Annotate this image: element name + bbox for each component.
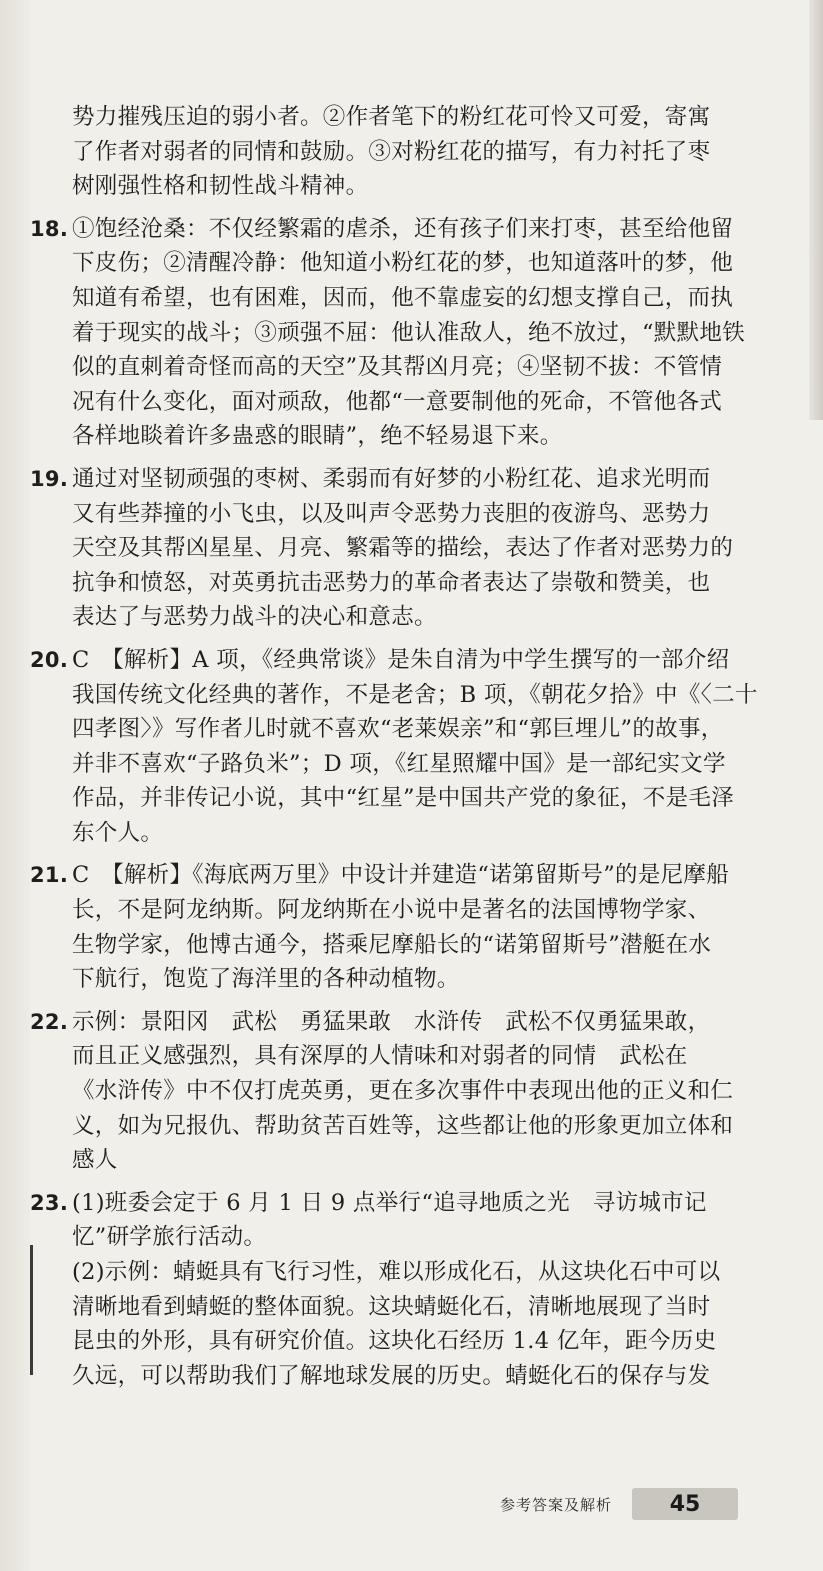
text-line	[30, 1074, 790, 1109]
answer-text: 感人	[72, 1147, 118, 1174]
answer-text: 势力摧残压迫的弱小者。②作者笔下的粉红花可怜又可爱，寄寓	[72, 104, 711, 130]
answer-text: 而且正义感强烈，具有深厚的人情味和对弱者的同情 武松在	[72, 1043, 688, 1070]
text-line	[30, 566, 790, 601]
text-line	[30, 893, 790, 928]
answer-item	[30, 212, 790, 454]
text-line	[30, 212, 790, 247]
text-line	[30, 1324, 790, 1359]
item-gap	[30, 635, 790, 643]
answer-text: 了作者对弱者的同情和鼓励。③对粉红花的描写，有力衬托了枣	[72, 138, 711, 165]
question-number: 21.	[30, 863, 69, 888]
answer-text: 树刚强性格和韧性战斗精神。	[72, 173, 369, 200]
answer-item	[30, 858, 790, 996]
answer-text: 长，不是阿龙纳斯。阿龙纳斯在小说中是著名的法国博物学家、	[72, 897, 711, 924]
answer-text: 昆虫的外形，具有研究价值。这块化石经历 1.4 亿年，距今历史	[72, 1328, 717, 1355]
text-line	[30, 712, 790, 747]
answer-text: (1)班委会定于 6 月 1 日 9 点举行“追寻地质之光 寻访城市记	[72, 1189, 707, 1216]
answer-text: 下航行，饱览了海洋里的各种动植物。	[72, 966, 460, 993]
text-line	[30, 600, 790, 635]
text-line	[30, 858, 790, 893]
answer-text: ①饱经沧桑：不仅经繁霜的虐杀，还有孩子们来打枣，甚至给他留	[72, 215, 734, 242]
answer-text: 作品，并非传记小说，其中“红星”是中国共产党的象征，不是毛泽	[72, 785, 735, 812]
answer-text: C 【解析】A 项，《经典常谈》是朱自清为中学生撰写的一部介绍	[72, 646, 730, 673]
answer-content	[30, 100, 790, 1401]
answer-text: 《水浒传》中不仅打虎英勇，更在多次事件中表现出他的正义和仁	[72, 1078, 734, 1105]
page-number: 45	[632, 1488, 738, 1520]
left-bleed-strip	[0, 0, 30, 1571]
text-line	[30, 816, 790, 851]
text-line	[30, 962, 790, 997]
answer-text: 我国传统文化经典的著作，不是老舍；B 项，《朝花夕拾》中《〈二十	[72, 681, 758, 708]
item-gap	[30, 454, 790, 462]
text-line	[30, 350, 790, 385]
text-line	[30, 747, 790, 782]
text-line	[30, 928, 790, 963]
answer-text: 忆”研学旅行活动。	[72, 1224, 267, 1251]
answer-text: 况有什么变化，面对顽敌，他都“一意要制他的死命，不管他各式	[72, 388, 723, 415]
page-footer	[500, 1486, 738, 1522]
question-number: 19.	[30, 466, 69, 491]
text-line	[30, 497, 790, 532]
answer-item	[30, 643, 790, 851]
answer-text: 久远，可以帮助我们了解地球发展的历史。蜻蜓化石的保存与发	[72, 1362, 711, 1389]
answer-text: 表达了与恶势力战斗的决心和意志。	[72, 604, 437, 631]
text-line	[30, 1359, 790, 1394]
text-line	[30, 419, 790, 454]
answer-item	[30, 1186, 790, 1394]
text-line	[30, 1255, 790, 1290]
answer-item	[30, 462, 790, 635]
text-line	[30, 316, 790, 351]
answer-text: 通过对坚韧顽强的枣树、柔弱而有好梦的小粉红花、追求光明而	[72, 465, 711, 492]
answer-text: 天空及其帮凶星星、月亮、繁霜等的描绘，表达了作者对恶势力的	[72, 535, 734, 562]
text-line	[30, 1186, 790, 1221]
question-number: 20.	[30, 647, 69, 672]
text-line	[30, 385, 790, 420]
text-line	[30, 100, 790, 135]
text-line	[30, 781, 790, 816]
answer-text: 生物学家，他博古通今，搭乘尼摩船长的“诺第留斯号”潜艇在水	[72, 931, 712, 958]
answer-text: 清晰地看到蜻蜓的整体面貌。这块蜻蜓化石，清晰地展现了当时	[72, 1293, 711, 1320]
answer-text: (2)示例：蜻蜓具有飞行习性，难以形成化石，从这块化石中可以	[72, 1259, 721, 1285]
answer-text: 似的直刺着奇怪而高的天空”及其帮凶月亮；④坚韧不拔：不管情	[72, 354, 723, 381]
text-line	[30, 246, 790, 281]
answer-text: 知道有希望，也有困难，因而，他不靠虚妄的幻想支撑自己，而执	[72, 284, 734, 311]
question-number: 23.	[30, 1190, 69, 1215]
answer-text: 并非不喜欢“子路负米”；D 项，《红星照耀中国》是一部纪实文学	[72, 750, 726, 777]
text-line	[30, 531, 790, 566]
text-line	[30, 1039, 790, 1074]
answer-text: 四孝图〉》写作者儿时就不喜欢“老莱娱亲”和“郭巨埋儿”的故事，	[72, 716, 724, 743]
answer-item	[30, 1005, 790, 1178]
text-line	[30, 1143, 790, 1178]
answer-text: C 【解析】《海底两万里》中设计并建造“诺第留斯号”的是尼摩船	[72, 862, 730, 889]
text-line	[30, 1220, 790, 1255]
text-line	[30, 1290, 790, 1325]
item-gap	[30, 997, 790, 1005]
text-line	[30, 643, 790, 678]
question-number: 18.	[30, 216, 69, 241]
answer-text: 抗争和愤怒，对英勇抗击恶势力的革命者表达了崇敬和赞美，也	[72, 569, 711, 596]
text-line	[30, 169, 790, 204]
answer-item	[30, 100, 790, 204]
item-gap	[30, 1393, 790, 1401]
text-line	[30, 462, 790, 497]
answer-text: 东个人。	[72, 819, 164, 846]
question-number: 22.	[30, 1009, 69, 1034]
answer-text: 下皮伤；②清醒冷静：他知道小粉红花的梦，也知道落叶的梦，他	[72, 250, 734, 277]
answer-text: 着于现实的战斗；③顽强不屈：他认准敌人，绝不放过，“默默地铁	[72, 319, 746, 346]
answer-text: 义，如为兄报仇、帮助贫苦百姓等，这些都让他的形象更加立体和	[72, 1112, 734, 1139]
item-gap	[30, 850, 790, 858]
item-gap	[30, 204, 790, 212]
text-line	[30, 281, 790, 316]
text-line	[30, 678, 790, 713]
text-line	[30, 1005, 790, 1040]
answer-text: 又有些莽撞的小飞虫，以及叫声令恶势力丧胆的夜游鸟、恶势力	[72, 500, 711, 527]
answer-text: 各样地睒着许多蛊惑的眼睛”，绝不轻易退下来。	[72, 423, 563, 450]
text-line	[30, 1109, 790, 1144]
answer-text: 示例：景阳冈 武松 勇猛果敢 水浒传 武松不仅勇猛果敢，	[72, 1008, 711, 1035]
item-gap	[30, 1178, 790, 1186]
page-edge-shadow	[809, 0, 823, 420]
text-line	[30, 135, 790, 170]
footer-label: 参考答案及解析	[500, 1495, 613, 1514]
